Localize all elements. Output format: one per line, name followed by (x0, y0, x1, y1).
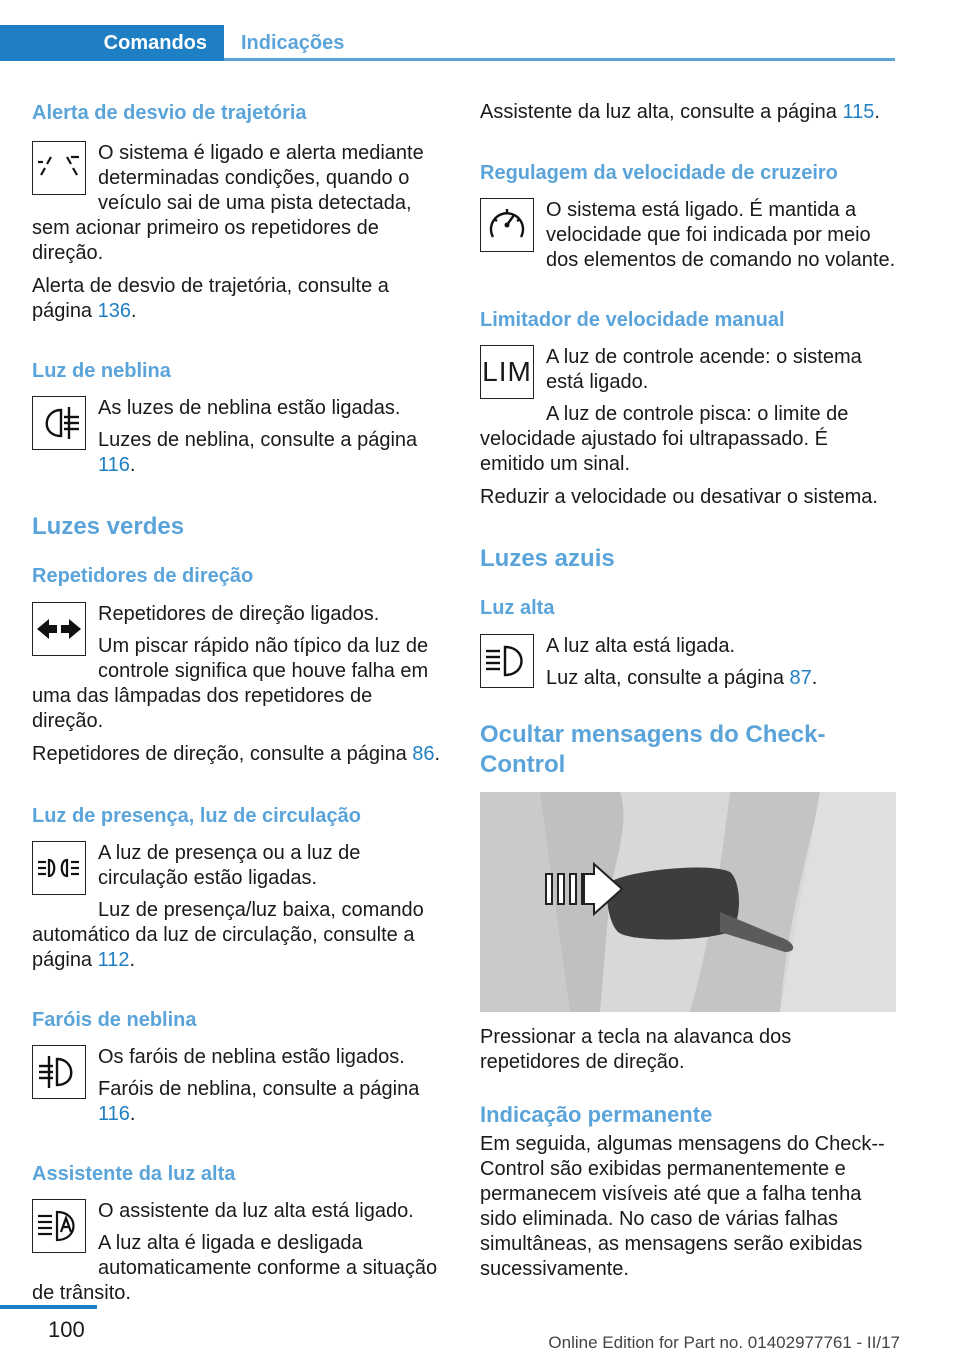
lane-departure-icon (32, 141, 86, 195)
ref-text: Luz alta, consulte a página (546, 667, 784, 689)
parking-light-ref: Luz de presença/luz baixa, comando automático da luz de circulação, consulte a página 112. (32, 899, 424, 971)
heading-speed-limiter: Limitador de velocidade manual (480, 309, 785, 331)
footer-accent-line (0, 1305, 97, 1309)
heading-rear-fog: Luz de neblina (32, 360, 171, 382)
ref-text: Repetidores de direção, consulte a página (32, 743, 407, 765)
page-number: 100 (48, 1317, 85, 1342)
photo-caption: Pressionar a tecla na alavanca dos repetidores de direção. (480, 1026, 792, 1073)
speed-limiter-icon (480, 345, 534, 399)
rear-fog-text: As luzes de neblina estão ligadas. (98, 397, 401, 419)
turn-signal-text1: Repetidores de direção ligados. (98, 603, 380, 625)
high-beam-text: A luz alta está ligada. (546, 635, 736, 657)
heading-cruise-control: Regulagem da velocidade de cruzeiro (480, 162, 838, 184)
cruise-control-icon (480, 198, 534, 252)
turn-signal-text2: Um piscar rápido não típico da luz de controle significa que houve falha em uma das lâmpadas dos repetidores de direção. (32, 635, 429, 732)
edition-footer: Online Edition for Part no. 01402977761 - II/17 (548, 1333, 900, 1352)
rear-fog-ref: Luzes de neblina, consulte a página 116. (98, 429, 418, 476)
page-link-86[interactable]: 86 (412, 743, 435, 765)
hba-ref: Assistente da luz alta, consulte a página 115. (480, 101, 880, 123)
parking-light-icon (32, 841, 86, 895)
left-column (32, 100, 448, 1306)
front-fog-light-icon (32, 1045, 86, 1099)
ref-text: Alerta de desvio de trajetória, consulte a página (32, 275, 389, 322)
tab-underline (224, 58, 895, 61)
ref-text: Faróis de neblina, consulte a página (98, 1078, 420, 1100)
front-fog-ref: Faróis de neblina, consulte a página 116. (98, 1078, 420, 1125)
heading-green-lights: Luzes verdes (32, 513, 185, 540)
speed-limiter-icon-text: LIM (482, 356, 532, 387)
heading-parking-light: Luz de presença, luz de circulação (32, 805, 362, 827)
page-link-136[interactable]: 136 (97, 300, 131, 322)
tab-indicacoes[interactable]: Indicações (241, 32, 345, 54)
turn-signal-ref: Repetidores de direção, consulte a página 86. (32, 743, 441, 765)
heading-blue-lights: Luzes azuis (480, 545, 615, 572)
turn-signal-lever-photo (480, 792, 896, 1012)
ref-text: Luz de presença/luz baixa, comando automático da luz de circulação, consulte a página (32, 899, 424, 971)
heading-permanent-display: Indicação permanente (480, 1102, 713, 1127)
high-beam-icon (480, 634, 534, 688)
rear-fog-light-icon (32, 396, 86, 450)
hba-text2: A luz alta é ligada e desligada automaticamente conforme a situação de trânsito. (32, 1232, 438, 1304)
parking-light-text1: A luz de presença ou a luz de circulação estão ligadas. (98, 842, 361, 889)
high-beam-ref: Luz alta, consulte a página 87. (546, 667, 818, 689)
lane-departure-text: O sistema é ligado e alerta mediante determinadas condições, quando o veículo sai de uma pista detectada, sem acionar primeiro os repetidores de direção. (32, 142, 424, 264)
lane-departure-ref: Alerta de desvio de trajetória, consulte a página 136. (32, 275, 389, 322)
ref-text: Assistente da luz alta, consulte a página (480, 101, 837, 123)
high-beam-assistant-icon (32, 1199, 86, 1253)
permanent-display-text: Em seguida, algumas mensagens do Check--Control são exibidas permanentemente e permanecem visíveis até que a falha tenha sido eliminada. No caso de várias falhas simultâneas, as mensagens serão exibidas sucessivamente. (480, 1133, 885, 1280)
heading-lane-departure: Alerta de desvio de trajetória (32, 102, 307, 124)
chapter-tabs (0, 25, 895, 61)
ref-text: Luzes de neblina, consulte a página (98, 429, 418, 451)
heading-high-beam-assistant: Assistente da luz alta (32, 1163, 236, 1185)
hba-text1: O assistente da luz alta está ligado. (98, 1200, 414, 1222)
limiter-text1: A luz de controle acende: o sistema está ligado. (546, 346, 862, 393)
limiter-text2: A luz de controle pisca: o limite de velocidade ajustado foi ultrapassado. É emitido um sinal. (480, 403, 849, 475)
front-fog-text: Os faróis de neblina estão ligados. (98, 1046, 405, 1068)
heading-front-fog: Faróis de neblina (32, 1009, 197, 1031)
page-link-115[interactable]: 115 (842, 101, 875, 123)
page-link-112[interactable]: 112 (97, 949, 130, 971)
heading-high-beam: Luz alta (480, 597, 555, 619)
page-link-87[interactable]: 87 (789, 667, 812, 689)
right-column (480, 100, 896, 1282)
heading-turn-signal: Repetidores de direção (32, 565, 254, 587)
heading-hide-check-control: Ocultar mensagens do Check-Control (480, 721, 826, 778)
limiter-text3: Reduzir a velocidade ou desativar o sistema. (480, 486, 878, 508)
page-link-116[interactable]: 116 (98, 454, 130, 476)
cruise-text: O sistema está ligado. É mantida a velocidade que foi indicada por meio dos elementos de comando no volante. (546, 199, 896, 271)
tab-comandos[interactable]: Comandos (0, 25, 224, 61)
turn-signal-icon (32, 602, 86, 656)
page-link-116b[interactable]: 116 (98, 1103, 130, 1125)
